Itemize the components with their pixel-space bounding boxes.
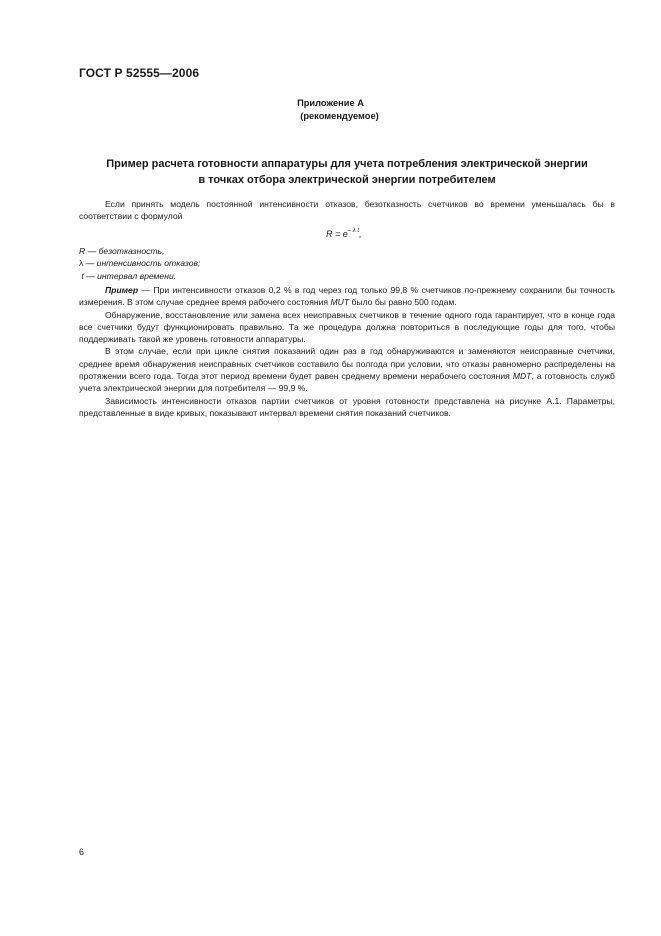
legend-lambda-symbol: λ xyxy=(79,258,84,269)
title-line-2: в точках отбора электрической энергии потребителем xyxy=(198,173,496,186)
legend-r-text: — безотказность, xyxy=(87,246,165,256)
intro-paragraph xyxy=(79,198,615,223)
intro-text: Если принять модель постоянной интенсивности отказов, безотказность счетчиков во времени уменьшалась бы в соответствии с формулой xyxy=(79,199,615,222)
example-text: — При интенсивности отказов 0,2 % в год через год только 99,8 % счетчиков по-прежнему сохранили бы точность измерения. В этом случае среднее время рабочего состояния xyxy=(79,285,616,308)
formula-tail: , xyxy=(359,229,362,239)
title-line-1: Пример расчета готовности аппаратуры для учета потребления электрической энергии xyxy=(106,158,588,170)
formula xyxy=(326,228,362,239)
example-label: Пример xyxy=(105,285,139,295)
paragraph-4: Зависимость интенсивности отказов партии счетчиков от уровня готовности представлена на рисунке А.1. Параметры, представленные в виде кривых, показывают интервал времени снятия показаний счетчиков. xyxy=(79,395,615,418)
legend-t-symbol: t xyxy=(81,270,84,281)
formula-legend xyxy=(79,245,200,282)
appendix-heading xyxy=(0,97,661,123)
legend-t-text: — интервал времени. xyxy=(86,270,177,281)
appendix-type: (рекомендуемое) xyxy=(300,111,379,121)
para3-text: В этом случае, если при цикле снятия показаний один раз в год обнаруживаются и заменяются неисправные счетчики, среднее время обнаружения неисправных счетчиков составило бы полгода при условии, что отказы равномерно распределены на протяжении всего года. Тогда этот период времени будет равен среднему времени нерабочего состояния xyxy=(79,346,615,382)
example-paragraph xyxy=(79,284,615,309)
formula-lhs: R = e xyxy=(326,229,348,239)
legend-lambda-text: — интенсивность отказов; xyxy=(85,258,201,269)
example-mut: MUT xyxy=(330,297,350,308)
para3-text-2: , а готовность служб учета электрической энергии для потребителя — 99,9 %. xyxy=(79,371,615,394)
document-header: ГОСТ Р 52555—2006 xyxy=(79,66,200,80)
page-number: 6 xyxy=(79,847,85,857)
paragraph-2: Обнаружение, восстановление или замена всех неисправных счетчиков в течение одного года гарантирует, что в конце года все счетчики будут функционировать правильно. Та же процедура должна повториться в последующие годы для того, чтобы поддерживать такой же уровень готовности аппаратуры. xyxy=(79,309,615,345)
legend-lambda xyxy=(79,257,200,269)
legend-r xyxy=(79,245,200,257)
appendix-label: Приложение А xyxy=(297,98,364,108)
main-body xyxy=(79,284,615,419)
legend-t xyxy=(79,270,200,282)
appendix-title xyxy=(79,157,615,188)
example-text-2: было бы равно 500 годам. xyxy=(349,297,457,308)
formula-exponent: – λ t xyxy=(347,228,360,234)
legend-r-symbol: R xyxy=(79,246,86,256)
para3-mdt: MDT xyxy=(512,371,532,382)
paragraph-3 xyxy=(79,345,615,394)
